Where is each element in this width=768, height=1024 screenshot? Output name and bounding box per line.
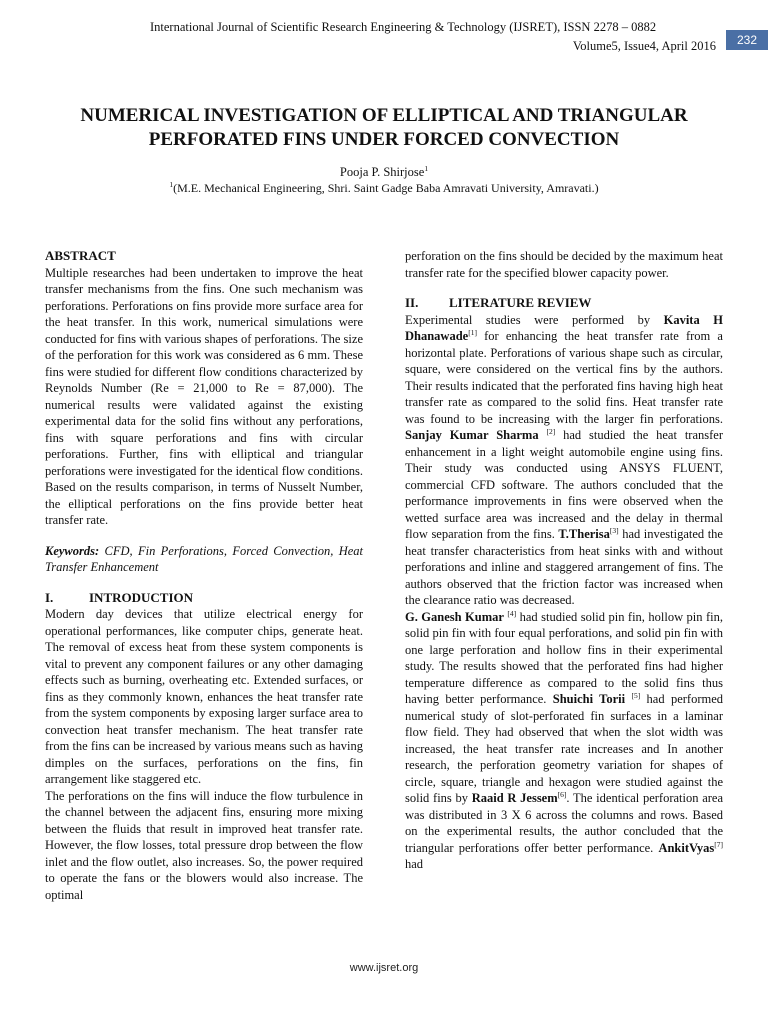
journal-name: International Journal of Scientific Research Engineering & Technology (IJSRET), ISSN 2278 – 0882 [150,20,657,34]
author-name: Pooja P. Shirjose [339,165,425,179]
citation-3: [3] [609,525,619,535]
journal-header [150,20,716,54]
citation-5: [5] [631,690,641,700]
footer-website: www.ijsret.org [349,962,419,974]
affiliation [0,181,768,196]
keywords-label: Keywords: [45,543,100,558]
literature-heading [405,295,723,312]
literature-paragraph-1: Experimental studies were performed by Kavita H Dhanawade[1] for enhancing the heat transfer rate from a horizontal plate. Perforations of various shape such as circular, square, were considered on the vertical fins by the authors. Their results indicated that the perforated fins having high heat transfer rate as compared to the solid fins. Heat transfer rate was found to be increasing with the larger fin perforations. Sanjay Kumar Sharma [2] had studied the heat transfer enhancement in a light weight automobile engine using fins. Their study was conducted using ANSYS FLUENT, commercial CFD software. The authors concluded that the performance improvements in fins were observed when the wetted surface area was increased and the delay in thermal flow separation from the fins. T.Therisa[3] had investigated the heat transfer characteristics from heat sinks with and without perforations and inline and staggered arrangement of fins. The authors observed that the friction factor was increased when the clearance ratio was decreased. [405,312,724,607]
citation-7: [7] [714,839,723,849]
citation-1: [1] [468,327,477,337]
citation-2: [2] [546,426,556,436]
paper-title [40,104,728,152]
introduction-number: I. [45,589,54,605]
author-ref-5: Shuichi Torii [552,692,626,706]
left-column [45,248,363,903]
citation-4: [4] [507,608,517,618]
title-line-1: NUMERICAL INVESTIGATION OF ELLIPTICAL AND TRIANGULAR [80,105,688,126]
author-ref-3: T.Therisa [558,527,610,541]
author-ref-7: AnkitVyas [658,840,715,855]
abstract-text: Multiple researches had been undertaken to improve the heat transfer mechanisms from the fins. One such mechanism was perforations. Perforations on fins provide more surface area for the heat transfer. In this work, numerical simulations were conducted for fins with various shapes of perforations. The size of the perforation for this work was considered as 6 mm. These fins were studied for different flow conditions characterized by Reynolds Number (Re = 21,000 to Re = 87,000). The numerical results were validated against the existing experimental data for the solid fins without any perforations, fins with square perforations and fins with circular perforations. Further, fins with elliptical and triangular perforations were investigated for the identical flow conditions. Based on the results comparison, in terms of Nusselt Number, the elliptical perforations on the fins provide better heat transfer rate. [45,265,363,527]
introduction-heading [45,590,363,607]
introduction-title: INTRODUCTION [89,589,194,605]
author-ref-6: Raaid R Jessem [471,791,558,805]
literature-title: LITERATURE REVIEW [449,295,592,310]
author-ref-1: Kavita H Dhanawade [405,312,723,343]
affiliation-superscript: 1 [169,180,174,189]
page-number-badge: 232 [726,30,768,50]
literature-paragraph-2: G. Ganesh Kumar [4] had studied solid pin fin, hollow pin fin, solid pin fin with four equal perforations, and solid pin fin with one large perforation and hollow fins in their experimental study. The results showed that the perforated fins had higher temperature difference as compared to the solid fins thus having better performance. Shuichi Torii [5] had performed numerical study of slot-perforated fin surfaces in a laminar flow field. They had observed that when the slot width was increased, the heat transfer rate increases and In another research, the perforation geometry variation for shapes of circle, square, triangle and hexagon were studied against the solid fins by Raaid R Jessem[6]. The identical perforation area was distributed in 3 X 6 across the columns and rows. Based on the experimental results, the author concluded that the triangular perforations offer better performance. AnkitVyas[7] had [405,608,724,871]
keywords-text: CFD, Fin Perforations, Forced Convection, Heat Transfer Enhancement [45,543,363,574]
right-column [405,248,723,873]
keywords [45,543,363,576]
introduction-paragraph-1: Modern day devices that utilize electrical energy for operational performances, like computer chips, generate heat. The removal of excess heat from these system components is vital to prevent any component failures or any other damaging effects such as burning, overheating etc. Extended surfaces, or fins as they commonly known, enhances the heat transfer rate from the system components by exposing larger surface area to convection heat transfer mechanism. The heat transfer rate from the fins can be increased by various means such as having dimples on the surfaces, perforations on the fins, fin arrangement like staggered etc. [45,607,363,786]
introduction-continued: perforation on the fins should be decided by the maximum heat transfer rate for the specified blower capacity power. [405,249,723,280]
citation-6: [6] [557,789,567,799]
author-ref-4: G. Ganesh Kumar [405,609,504,624]
author [0,165,768,180]
literature-number: II. [405,295,419,310]
abstract-heading: ABSTRACT [45,248,116,263]
author-superscript: 1 [424,163,429,173]
author-ref-2: Sanjay Kumar Sharma [405,428,539,442]
title-line-2: PERFORATED FINS UNDER FORCED CONVECTION [148,129,620,150]
affiliation-text: (M.E. Mechanical Engineering, Shri. Saint Gadge Baba Amravati University, Amravati.) [173,181,599,195]
introduction-paragraph-2: The perforations on the fins will induce the flow turbulence in the channel between the adjacent fins, ensuring more mixing between the fluids that result in improved heat transfer rate. However, the flow losses, total pressure drop between the flow inlet and the flow outlet, also increases. So, the power required to operate the fans or the blowers would also increase. The optimal [45,788,363,902]
volume-info: Volume5, Issue4, April 2016 [572,39,716,53]
